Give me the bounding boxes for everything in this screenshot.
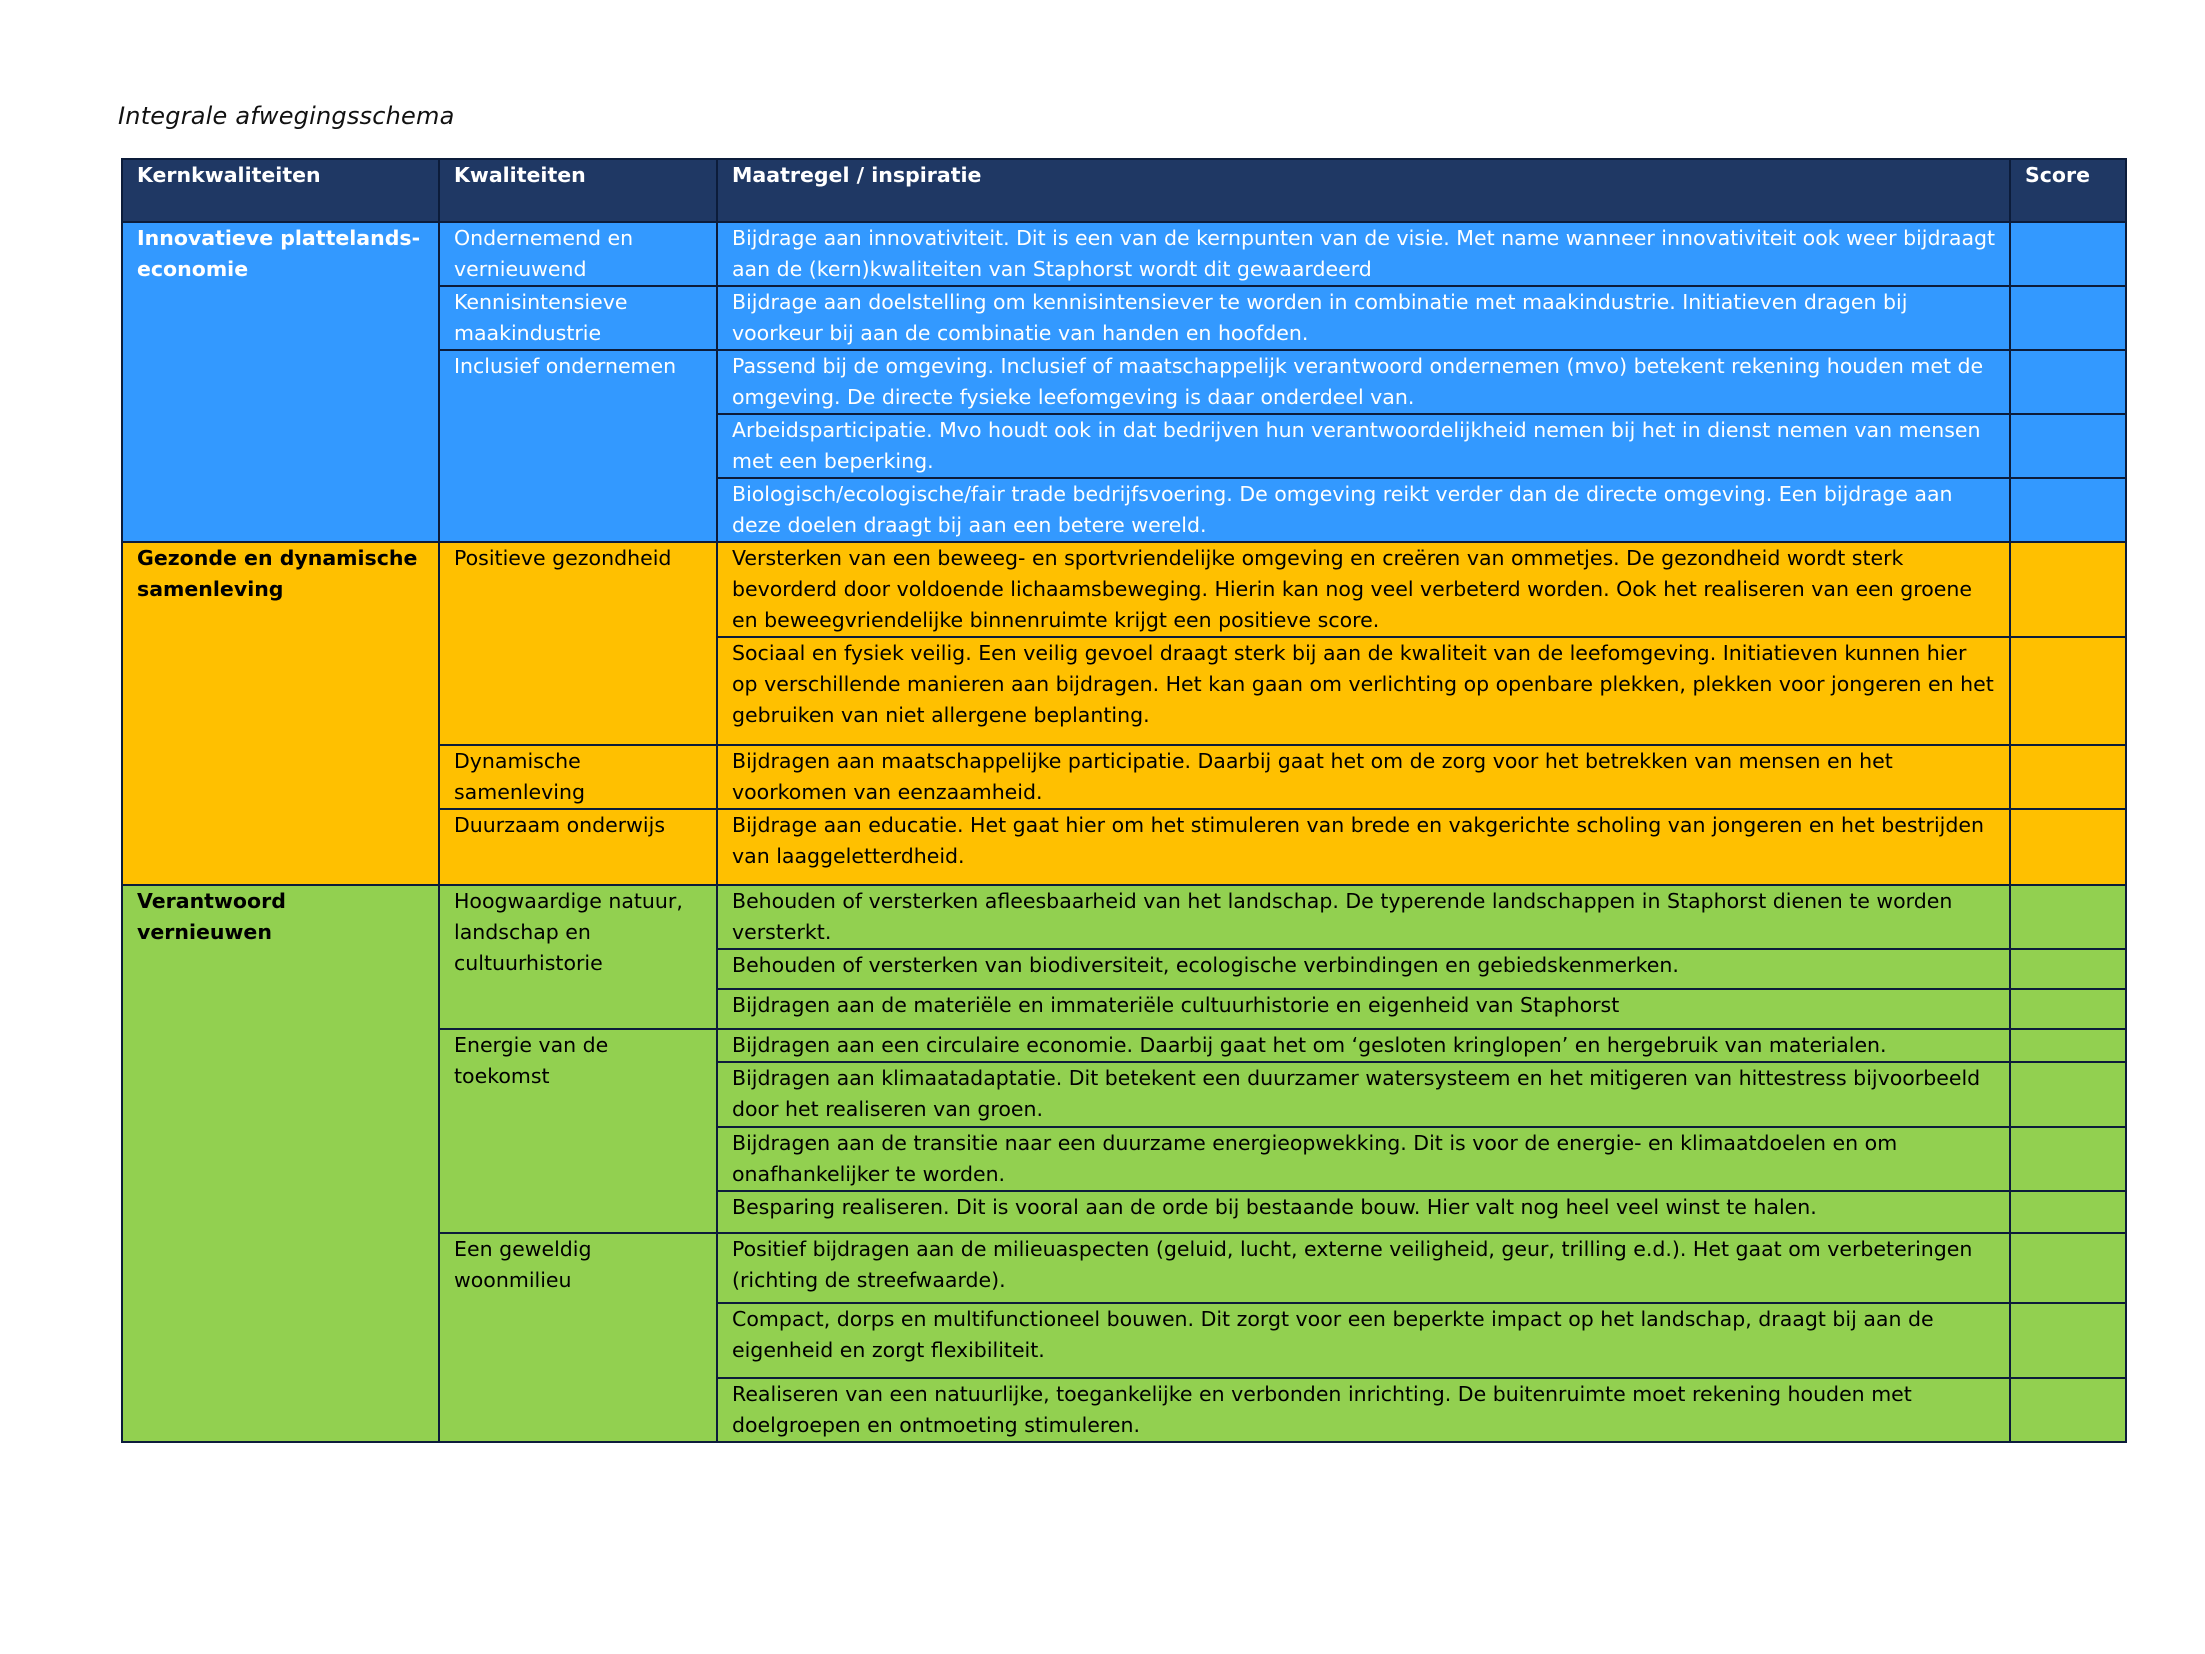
score-cell[interactable] (2010, 1127, 2126, 1191)
kwal-positieve-gezondheid: Positieve gezondheid (439, 542, 717, 745)
kwal-kennisintensief: Kennisintensieve maakindustrie (439, 286, 717, 350)
maat-cell: Sociaal en fysiek veilig. Een veilig gevoel draagt sterk bij aan de kwaliteit van de leefomgeving. Initiatieven kunnen hier op verschillende manieren aan bijdragen. Het kan gaan om verlichting op openbare plekken, plekken voor jongeren en het gebruiken van niet allergene beplanting. (717, 637, 2010, 745)
kwal-inclusief: Inclusief ondernemen (439, 350, 717, 542)
maat-cell: Bijdragen aan klimaatadaptatie. Dit betekent een duurzamer watersysteem en het mitigeren van hittestress bijvoorbeeld door het realiseren van groen. (717, 1062, 2010, 1127)
kwal-woonmilieu: Een geweldig woonmilieu (439, 1233, 717, 1442)
maat-cell: Behouden of versterken van biodiversiteit, ecologische verbindingen en gebiedskenmerken. (717, 949, 2010, 989)
kwal-dynamische-samenleving: Dynamische samenleving (439, 745, 717, 809)
kern-innovatief: Innovatieve plattelands-economie (122, 222, 439, 542)
score-cell[interactable] (2010, 637, 2126, 745)
header-kwaliteiten: Kwaliteiten (439, 159, 717, 222)
maat-cell: Positief bijdragen aan de milieuaspecten (geluid, lucht, externe veiligheid, geur, trilling e.d.). Het gaat om verbeteringen (richting de streefwaarde). (717, 1233, 2010, 1303)
maat-cell: Realiseren van een natuurlijke, toegankelijke en verbonden inrichting. De buitenruimte moet rekening houden met doelgroepen en ontmoeting stimuleren. (717, 1378, 2010, 1442)
score-cell[interactable] (2010, 542, 2126, 637)
score-cell[interactable] (2010, 745, 2126, 809)
maat-cell: Arbeidsparticipatie. Mvo houdt ook in dat bedrijven hun verantwoordelijkheid nemen bij het in dienst nemen van mensen met een beperking. (717, 414, 2010, 478)
maat-cell: Bijdrage aan educatie. Het gaat hier om het stimuleren van brede en vakgerichte scholing van jongeren en het bestrijden van laaggeletterdheid. (717, 809, 2010, 885)
score-cell[interactable] (2010, 1378, 2126, 1442)
page-title: Integrale afwegingsschema (118, 102, 455, 130)
score-cell[interactable] (2010, 350, 2126, 414)
score-cell[interactable] (2010, 222, 2126, 286)
score-cell[interactable] (2010, 949, 2126, 989)
maat-cell: Passend bij de omgeving. Inclusief of maatschappelijk verantwoord ondernemen (mvo) betekent rekening houden met de omgeving. De directe fysieke leefomgeving is daar onderdeel van. (717, 350, 2010, 414)
kwal-hoogwaardige-natuur: Hoogwaardige natuur, landschap en cultuurhistorie (439, 885, 717, 1029)
score-cell[interactable] (2010, 1029, 2126, 1062)
score-cell[interactable] (2010, 1233, 2126, 1303)
kwal-energie-toekomst: Energie van de toekomst (439, 1029, 717, 1233)
header-kernkwaliteiten: Kernkwaliteiten (122, 159, 439, 222)
maat-cell: Bijdragen aan maatschappelijke participatie. Daarbij gaat het om de zorg voor het betrekken van mensen en het voorkomen van eenzaamheid. (717, 745, 2010, 809)
kwal-duurzaam-onderwijs: Duurzaam onderwijs (439, 809, 717, 885)
maat-cell: Versterken van een beweeg- en sportvriendelijke omgeving en creëren van ommetjes. De gezondheid wordt sterk bevorderd door voldoende lichaamsbeweging. Hierin kan nog veel verbeterd worden. Ook het realiseren van een groene en beweegvriendelijke binnenruimte krijgt een positieve score. (717, 542, 2010, 637)
maat-cell: Compact, dorps en multifunctioneel bouwen. Dit zorgt voor een beperkte impact op het landschap, draagt bij aan de eigenheid en zorgt flexibiliteit. (717, 1303, 2010, 1378)
header-score: Score (2010, 159, 2126, 222)
table-row (122, 885, 2126, 949)
score-cell[interactable] (2010, 1303, 2126, 1378)
maat-cell: Bijdragen aan de transitie naar een duurzame energieopwekking. Dit is voor de energie- en klimaatdoelen en om onafhankelijker te worden. (717, 1127, 2010, 1191)
table-row (122, 222, 2126, 286)
maat-cell: Besparing realiseren. Dit is vooral aan de orde bij bestaande bouw. Hier valt nog heel veel winst te halen. (717, 1191, 2010, 1233)
header-maatregel: Maatregel / inspiratie (717, 159, 2010, 222)
table-row (122, 542, 2126, 637)
score-cell[interactable] (2010, 989, 2126, 1029)
maat-cell: Bijdrage aan innovativiteit. Dit is een van de kernpunten van de visie. Met name wanneer innovativiteit ook weer bijdraagt aan de (kern)kwaliteiten van Staphorst wordt dit gewaardeerd (717, 222, 2010, 286)
score-cell[interactable] (2010, 286, 2126, 350)
maat-cell: Bijdragen aan een circulaire economie. Daarbij gaat het om ‘gesloten kringlopen’ en hergebruik van materialen. (717, 1029, 2010, 1062)
score-cell[interactable] (2010, 1191, 2126, 1233)
kwal-ondernemend: Ondernemend en vernieuwend (439, 222, 717, 286)
maat-cell: Behouden of versterken afleesbaarheid van het landschap. De typerende landschappen in Staphorst dienen te worden versterkt. (717, 885, 2010, 949)
maat-cell: Biologisch/ecologische/fair trade bedrijfsvoering. De omgeving reikt verder dan de directe omgeving. Een bijdrage aan deze doelen draagt bij aan een betere wereld. (717, 478, 2010, 542)
maat-cell: Bijdrage aan doelstelling om kennisintensiever te worden in combinatie met maakindustrie. Initiatieven dragen bij voorkeur bij aan de combinatie van handen en hoofden. (717, 286, 2010, 350)
maat-cell: Bijdragen aan de materiële en immateriële cultuurhistorie en eigenheid van Staphorst (717, 989, 2010, 1029)
weighing-table (121, 158, 2127, 1443)
score-cell[interactable] (2010, 885, 2126, 949)
header-row (122, 159, 2126, 222)
score-cell[interactable] (2010, 1062, 2126, 1127)
score-cell[interactable] (2010, 414, 2126, 478)
kern-verantwoord: Verantwoord vernieuwen (122, 885, 439, 1442)
score-cell[interactable] (2010, 478, 2126, 542)
score-cell[interactable] (2010, 809, 2126, 885)
kern-gezond: Gezonde en dynamische samenleving (122, 542, 439, 885)
